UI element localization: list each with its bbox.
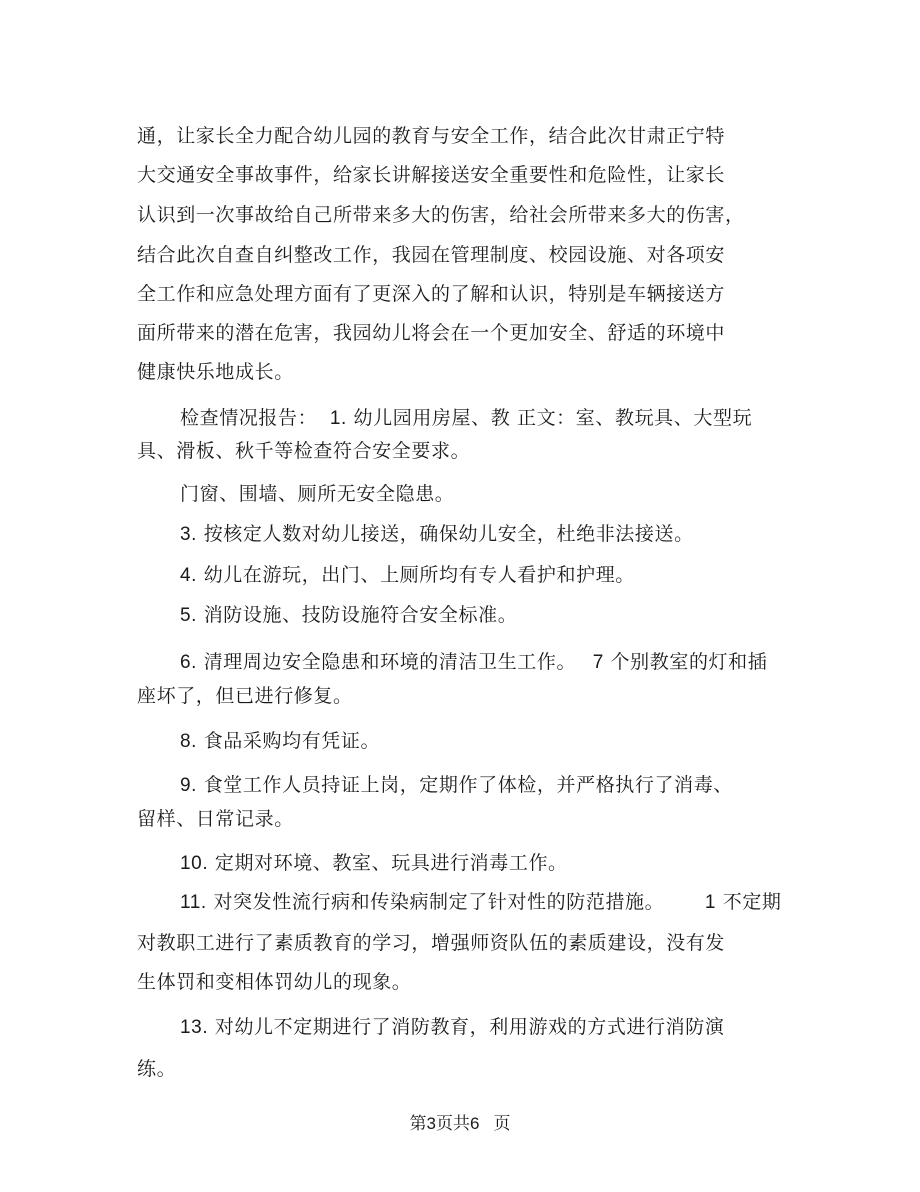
paragraph-line: 认识到一次事故给自己所带来多大的伤害，给社会所带来多大的伤害， <box>137 204 745 226</box>
footer-middle: 页共 <box>436 1114 470 1134</box>
item-text: 对突发性流行病和传染病制定了针对性的防范措施。 <box>213 891 665 913</box>
footer-total-pages: 6 <box>470 1114 480 1133</box>
item-text: 定期对环境、教室、玩具进行消毒工作。 <box>214 852 568 874</box>
report-line-2: 具、滑板、秋千等检查符合安全要求。 <box>137 440 471 462</box>
item-text: 消防设施、技防设施符合安全标准。 <box>203 604 518 626</box>
item-text: 对幼儿不定期进行了消防教育，利用游戏的方式进行消防演 <box>214 1016 725 1038</box>
list-item <box>180 729 380 754</box>
item-number: 8. <box>180 731 198 752</box>
list-item <box>180 650 767 675</box>
item-number: 7 <box>592 652 604 673</box>
item-text: 幼儿园用房屋、教 正文：室、教玩具、大型玩 <box>353 407 753 429</box>
list-item-continuation: 座坏了，但已进行修复。 <box>137 685 353 707</box>
report-label: 检查情况报告： <box>180 407 318 429</box>
item-text: 食堂工作人员持证上岗，定期作了体检，并严格执行了消毒、 <box>203 774 733 796</box>
report-line-3: 门窗、围墙、厕所无安全隐患。 <box>180 483 455 505</box>
item-text: 不定期 <box>722 891 782 913</box>
list-item-continuation: 对教职工进行了素质教育的学习，增强师资队伍的素质建设，没有发 <box>137 932 726 954</box>
item-text: 食品采购均有凭证。 <box>203 730 381 752</box>
paragraph-line: 通，让家长全力配合幼儿园的教育与安全工作，结合此次甘肃正宁特 <box>137 125 726 147</box>
item-text: 按核定人数对幼儿接送，确保幼儿安全，杜绝非法接送。 <box>203 523 694 545</box>
footer-page-number: 3 <box>426 1114 436 1133</box>
paragraph-line: 大交通安全事故事件，给家长讲解接送安全重要性和危险性，让家长 <box>137 164 726 186</box>
paragraph-line: 面所带来的潜在危害，我园幼儿将会在一个更加安全、舒适的环境中 <box>137 322 726 344</box>
paragraph-line: 全工作和应急处理方面有了更深入的了解和认识，特别是车辆接送方 <box>137 283 726 305</box>
list-item <box>180 773 733 798</box>
item-number: 6. <box>180 652 198 673</box>
item-number: 10. <box>180 853 209 874</box>
item-number: 4. <box>180 565 198 586</box>
paragraph-line: 健康快乐地成长。 <box>137 361 294 383</box>
footer-suffix: 页 <box>493 1114 511 1134</box>
footer-prefix: 第 <box>409 1114 427 1134</box>
list-item-continuation: 生体罚和变相体罚幼儿的现象。 <box>137 971 412 993</box>
item-number: 5. <box>180 605 198 626</box>
item-text: 清理周边安全隐患和环境的清洁卫生工作。 <box>203 651 577 673</box>
list-item <box>180 563 635 588</box>
item-text: 幼儿在游玩，出门、上厕所均有专人看护和护理。 <box>203 564 635 586</box>
list-item <box>180 851 568 876</box>
item-number: 1. <box>329 408 347 429</box>
list-item-continuation: 练。 <box>137 1058 177 1080</box>
list-item <box>180 603 517 628</box>
page-footer <box>0 1113 920 1135</box>
item-number: 1 <box>704 892 717 913</box>
report-line-1 <box>180 406 752 431</box>
item-number: 3. <box>180 524 198 545</box>
item-number: 9. <box>180 775 198 796</box>
item-number: 13. <box>180 1017 209 1038</box>
item-text: 个别教室的灯和插 <box>610 651 768 673</box>
item-number: 11. <box>180 892 207 913</box>
list-item <box>180 522 694 547</box>
paragraph-line: 结合此次自查自纠整改工作，我园在管理制度、校园设施、对各项安 <box>137 244 726 266</box>
list-item-continuation: 留样、日常记录。 <box>137 808 294 830</box>
list-item <box>180 1015 724 1040</box>
list-item <box>180 890 782 915</box>
